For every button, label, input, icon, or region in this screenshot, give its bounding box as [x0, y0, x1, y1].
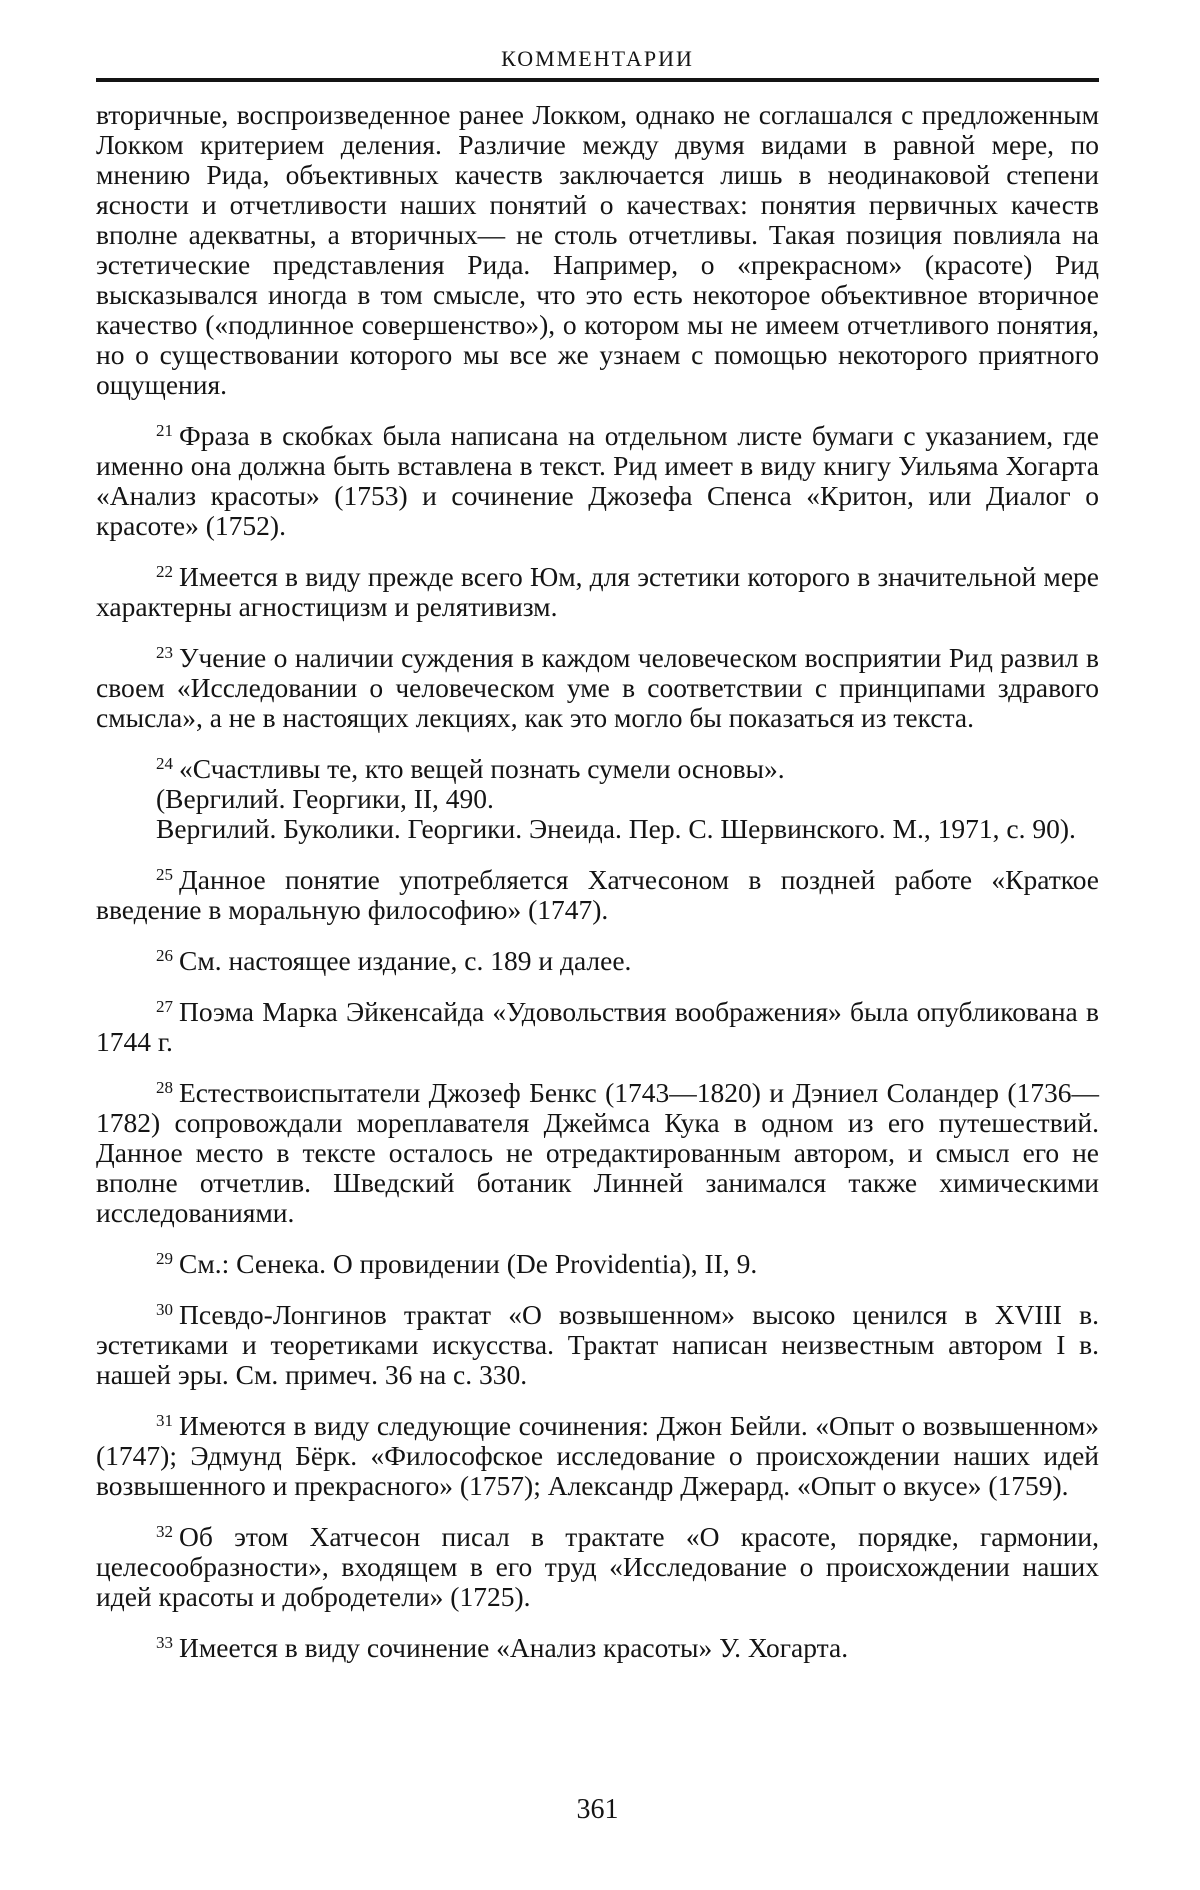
note-27	[96, 997, 1099, 1057]
citation-line: Вергилий. Буколики. Георгики. Энеида. Пер. С. Шервинского. М., 1971, с. 90).	[156, 813, 1076, 844]
citation-line: (Вергилий. Георгики, II, 490.	[156, 783, 494, 814]
note-number: 30	[156, 1300, 173, 1319]
running-title: КОММЕНТАРИИ	[501, 46, 694, 71]
note-31	[96, 1411, 1099, 1501]
note-number: 28	[156, 1078, 173, 1097]
note-text: «Счастливы те, кто вещей познать сумели основы».	[179, 753, 785, 784]
page-number: 361	[576, 1794, 619, 1825]
note-number: 33	[156, 1633, 173, 1652]
note-24	[96, 754, 1099, 844]
notes-column	[96, 100, 1099, 1663]
note-text: Данное понятие употребляется Хатчесоном в поздней работе «Краткое введение в моральную философию» (1747).	[96, 864, 1099, 925]
note-text: Имеется в виду сочинение «Анализ красоты» У. Хогарта.	[179, 1632, 849, 1663]
note-23	[96, 643, 1099, 733]
note-25	[96, 865, 1099, 925]
continuation-paragraph: вторичные, воспроизведенное ранее Локком, однако не соглашался с предложенным Локком критерием деления. Различие между двумя видами в равной мере, по мнению Рида, объективных качеств заключается лишь в неодинаковой степени ясности и отчетливости наших понятий о качествах: понятия первичных качеств вполне адекватны, а вторичных— не столь отчетливы. Такая позиция повлияла на эстетические представления Рида. Например, о «прекрасном» (красоте) Рид высказывался иногда в том смысле, что это есть некоторое объективное вторичное качество («подлинное совершенство»), о котором мы не имеем отчетливого понятия, но о существовании которого мы все же узнаем с помощью некоторого приятного ощущения.	[96, 99, 1099, 400]
note-number: 26	[156, 946, 173, 965]
note-28	[96, 1078, 1099, 1228]
note-text: Поэма Марка Эйкенсайда «Удовольствия воображения» была опубликована в 1744 г.	[96, 996, 1099, 1057]
note-text: См. настоящее издание, с. 189 и далее.	[179, 945, 632, 976]
note-text: Имеются в виду следующие сочинения: Джон Бейли. «Опыт о возвышенном» (1747); Эдмунд Бёрк. «Философское исследование о происхождении наших идей возвышенного и прекрасного» (1757); Александр Джерард. «Опыт о вкусе» (1759).	[96, 1410, 1099, 1501]
note-number: 23	[156, 643, 173, 662]
note-text: Учение о наличии суждения в каждом человеческом восприятии Рид развил в своем «Исследовании о человеческом уме в соответствии с принципами здравого смысла», а не в настоящих лекциях, как это могло бы показаться из текста.	[96, 642, 1099, 733]
note-number: 22	[156, 562, 173, 581]
note-number: 27	[156, 997, 173, 1016]
note-22	[96, 562, 1099, 622]
note-text: Фраза в скобках была написана на отдельном листе бумаги с указанием, где именно она должна быть вставлена в текст. Рид имеет в виду книгу Уильяма Хогарта «Анализ красоты» (1753) и сочинение Джозефа Спенса «Критон, или Диалог о красоте» (1752).	[96, 420, 1099, 541]
note-text: Имеется в виду прежде всего Юм, для эстетики которого в значительной мере характерны агностицизм и релятивизм.	[96, 561, 1099, 622]
note-26	[96, 946, 1099, 976]
note-number: 21	[156, 421, 173, 440]
note-32	[96, 1522, 1099, 1612]
note-text: См.: Сенека. О провидении (De Providentia), II, 9.	[179, 1248, 758, 1279]
note-text: Естествоиспытатели Джозеф Бенкс (1743—1820) и Дэниел Соландер (1736—1782) сопровождали мореплавателя Джеймса Кука в одном из его путешествий. Данное место в тексте осталось не отредактированным автором, и смысл его не вполне отчетлив. Шведский ботаник Линней занимался также химическими исследованиями.	[96, 1077, 1099, 1228]
note-number: 29	[156, 1249, 173, 1268]
note-number: 31	[156, 1411, 173, 1430]
note-text: Об этом Хатчесон писал в трактате «О красоте, порядке, гармонии, целесообразности», входящем в его труд «Исследование о происхождении наших идей красоты и добродетели» (1725).	[96, 1521, 1099, 1612]
note-24-citation	[96, 784, 1099, 844]
note-30	[96, 1300, 1099, 1390]
note-21	[96, 421, 1099, 541]
header-rule	[96, 78, 1099, 82]
note-29	[96, 1249, 1099, 1279]
note-number: 25	[156, 865, 173, 884]
note-text: Псевдо-Лонгинов трактат «О возвышенном» высоко ценился в XVIII в. эстетиками и теоретиками искусства. Трактат написан неизвестным автором I в. нашей эры. См. примеч. 36 на с. 330.	[96, 1299, 1099, 1390]
note-number: 32	[156, 1522, 173, 1541]
note-33	[96, 1633, 1099, 1663]
note-number: 24	[156, 754, 173, 773]
